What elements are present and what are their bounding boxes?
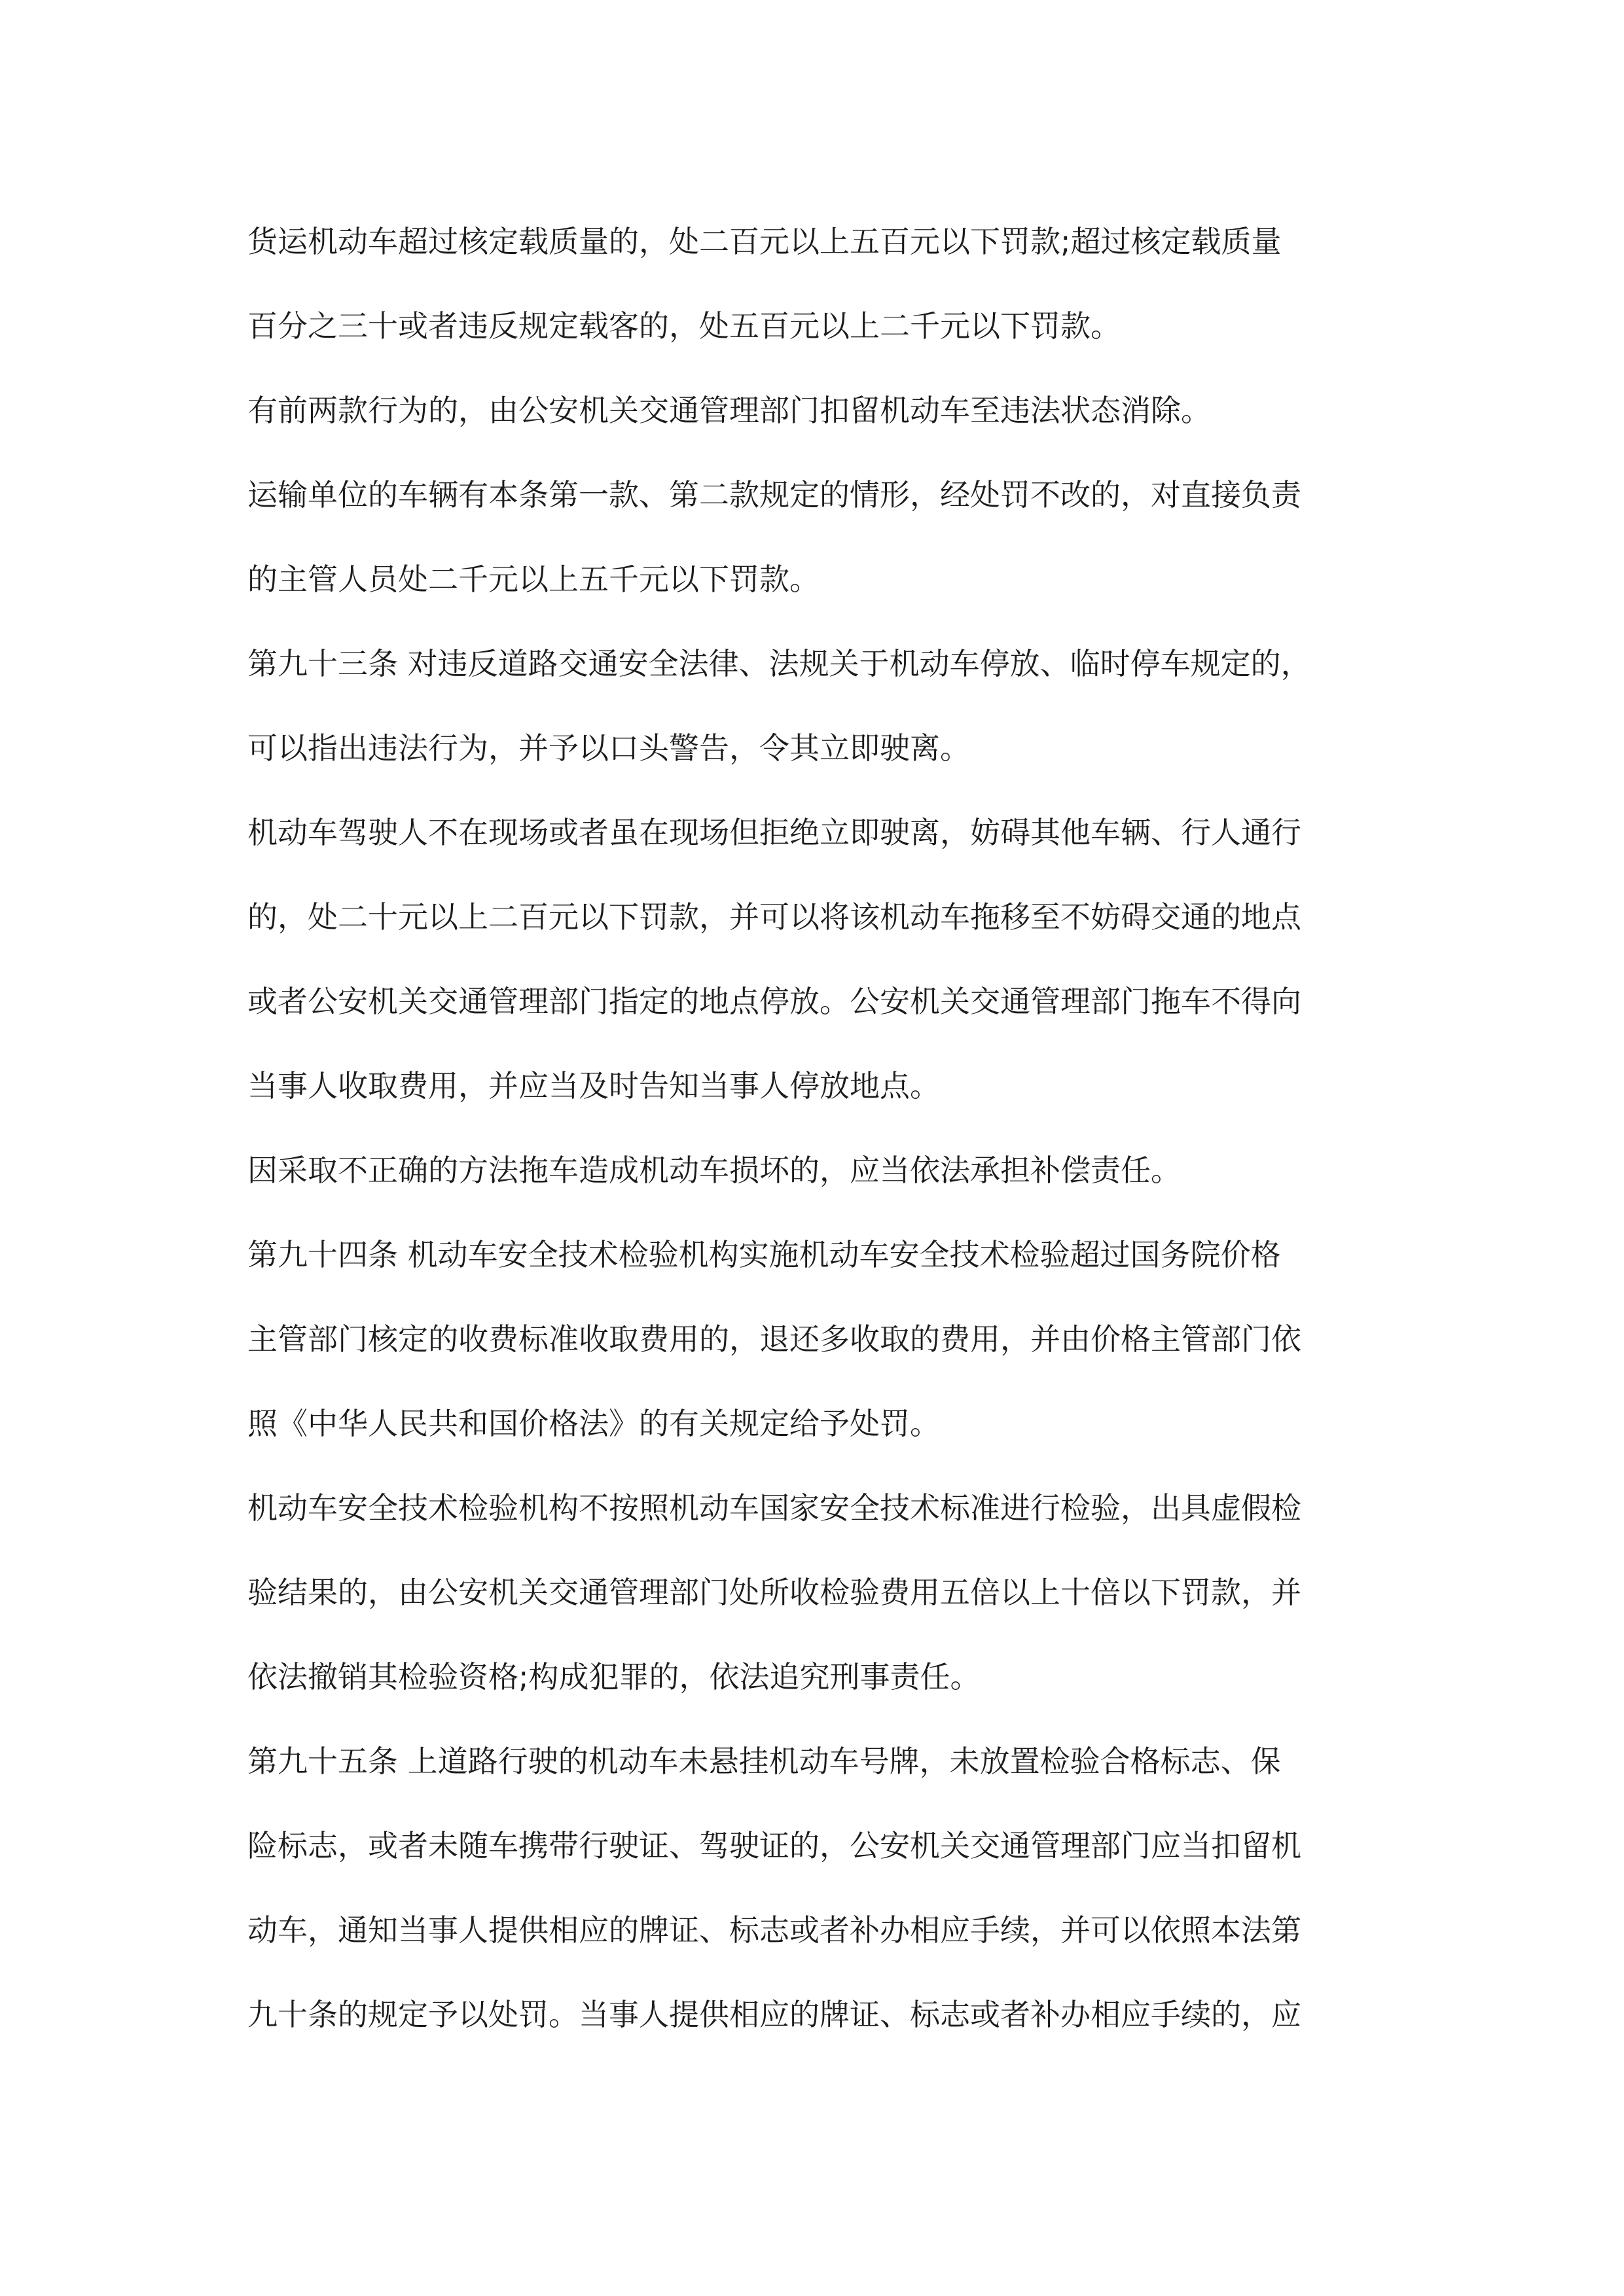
text-line: 第九十四条 机动车安全技术检验机构实施机动车安全技术检验超过国务院价格: [247, 1237, 1281, 1272]
text-line: 有前两款行为的，由公安机关交通管理部门扣留机动车至违法状态消除。: [247, 393, 1211, 428]
text-line: 主管部门核定的收费标准收取费用的，退还多收取的费用，并由价格主管部门依: [247, 1321, 1301, 1357]
text-line: 险标志，或者未随车携带行驶证、驾驶证的，公安机关交通管理部门应当扣留机: [247, 1828, 1301, 1863]
text-line: 当事人收取费用，并应当及时告知当事人停放地点。: [247, 1068, 940, 1103]
text-line: 验结果的，由公安机关交通管理部门处所收检验费用五倍以上十倍以下罚款，并: [247, 1575, 1301, 1610]
text-line: 机动车安全技术检验机构不按照机动车国家安全技术标准进行检验，出具虚假检: [247, 1490, 1301, 1526]
document-body: [247, 200, 1390, 2057]
text-line: 运输单位的车辆有本条第一款、第二款规定的情形，经处罚不改的，对直接负责: [247, 477, 1301, 512]
text-line: 机动车驾驶人不在现场或者虽在现场但拒绝立即驶离，妨碍其他车辆、行人通行: [247, 815, 1301, 850]
text-line: 的，处二十元以上二百元以下罚款，并可以将该机动车拖移至不妨碍交通的地点: [247, 899, 1301, 935]
text-line: 第九十五条 上道路行驶的机动车未悬挂机动车号牌，未放置检验合格标志、保: [247, 1744, 1281, 1779]
text-line: 照《中华人民共和国价格法》的有关规定给予处罚。: [247, 1406, 940, 1441]
text-line: 动车，通知当事人提供相应的牌证、标志或者补办相应手续，并可以依照本法第: [247, 1912, 1301, 1948]
text-line: 因采取不正确的方法拖车造成机动车损坏的，应当依法承担补偿责任。: [247, 1153, 1181, 1188]
text-line: 九十条的规定予以处罚。当事人提供相应的牌证、标志或者补办相应手续的，应: [247, 1997, 1301, 2032]
text-line: 百分之三十或者违反规定载客的，处五百元以上二千元以下罚款。: [247, 308, 1121, 344]
text-line: 依法撤销其检验资格;构成犯罪的，依法追究刑事责任。: [247, 1659, 981, 1695]
text-line: 或者公安机关交通管理部门指定的地点停放。公安机关交通管理部门拖车不得向: [247, 984, 1301, 1019]
text-line: 第九十三条 对违反道路交通安全法律、法规关于机动车停放、临时停车规定的，: [247, 646, 1311, 681]
text-line: 可以指出违法行为，并予以口头警告，令其立即驶离。: [247, 730, 970, 766]
text-line: 货运机动车超过核定载质量的，处二百元以上五百元以下罚款;超过核定载质量: [247, 224, 1282, 259]
text-line: 的主管人员处二千元以上五千元以下罚款。: [247, 562, 820, 597]
